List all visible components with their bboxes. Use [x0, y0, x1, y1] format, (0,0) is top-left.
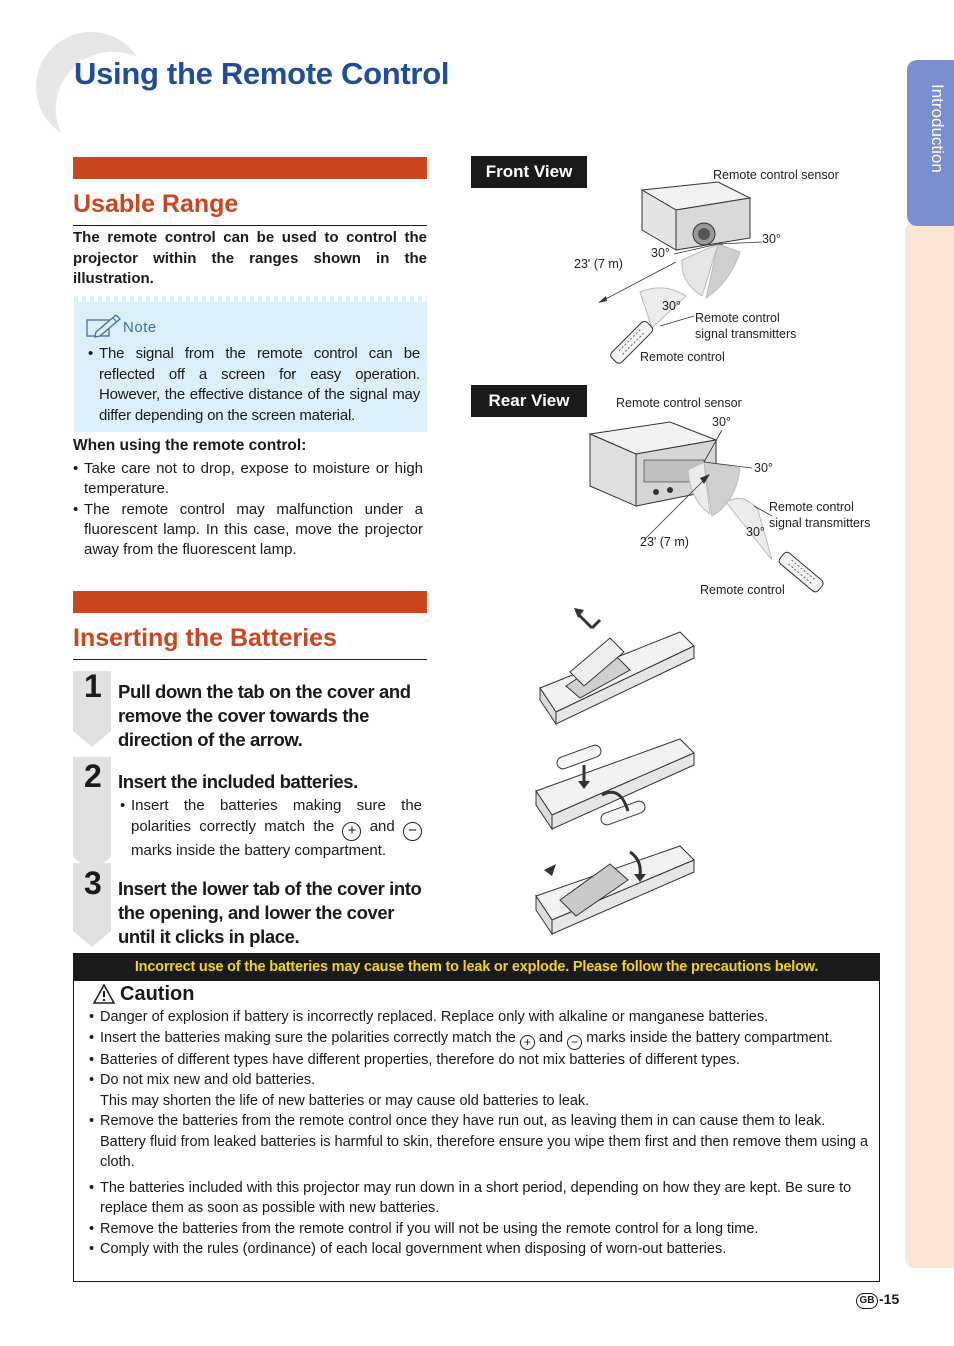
list-item: • Insert the batteries making sure the polarities correctly match the + and − marks inside the battery compartment.	[89, 1028, 869, 1050]
section-bar	[73, 157, 427, 179]
front-angle-right: 30°	[762, 232, 781, 246]
list-item: • The batteries included with this projector may run down in a short period, depending on how they are kept. Be sure to replace them as soon as possible with new batteries.	[89, 1178, 869, 1219]
step-number: 1	[84, 668, 102, 704]
region-badge: GB	[856, 1293, 878, 1309]
remove-cover-illustration	[530, 602, 710, 732]
section-rule	[73, 225, 427, 226]
list-item: • Do not mix new and old batteries. This may shorten the life of new batteries or may cause old batteries to leak.	[89, 1070, 869, 1111]
front-distance: 23' (7 m)	[574, 257, 623, 271]
list-item: • Comply with the rules (ordinance) of each local government when disposing of worn-out batteries.	[89, 1239, 869, 1260]
plus-polarity-icon: +	[342, 822, 361, 841]
front-angle-bottom: 30°	[662, 299, 681, 313]
usable-range-heading: Usable Range	[73, 190, 239, 218]
caution-title: Caution	[120, 983, 195, 1005]
front-view-label: Front View	[471, 156, 587, 188]
rear-view-label: Rear View	[471, 385, 587, 417]
replace-cover-illustration	[530, 840, 710, 940]
rear-angle-top: 30°	[712, 415, 731, 429]
front-sensor-label: Remote control sensor	[713, 168, 839, 182]
step-3-text: Insert the lower tab of the cover into the opening, and lower the cover until it clicks in place.	[118, 878, 422, 947]
note-label: Note	[123, 319, 157, 336]
rear-remote-label: Remote control	[700, 583, 785, 597]
note-text	[88, 344, 420, 426]
list-item: • Remove the batteries from the remote control once they have run out, as leaving them in can cause them to leak. Battery fluid from leaked batteries is harmful to skin, therefore ensure you wipe them first and then remove them using a cloth.	[89, 1111, 869, 1173]
section-rule	[73, 659, 427, 660]
step-2-detail: • Insert the batteries making sure the polarities correctly match the + and − marks inside the battery compartment.	[120, 796, 422, 861]
rear-transmitters-label: Remote control signal transmitters	[769, 500, 871, 530]
front-angle-left: 30°	[651, 246, 670, 260]
battery-warning-bar: Incorrect use of the batteries may cause them to leak or explode. Please follow the precautions below.	[73, 953, 880, 981]
rear-sensor-label: Remote control sensor	[616, 396, 742, 410]
step-number: 2	[84, 758, 102, 794]
rear-angle-right: 30°	[754, 461, 773, 475]
list-item: • Batteries of different types have different properties, therefore do not mix batteries of different types.	[89, 1050, 869, 1071]
list-item: • The remote control may malfunction under a fluorescent lamp. In this case, move the projector away from the fluorescent lamp.	[73, 500, 423, 561]
caution-list	[89, 1007, 869, 1260]
when-using-list	[73, 459, 423, 560]
front-transmitters-label: Remote control signal transmitters	[695, 311, 797, 341]
front-view-diagram	[590, 170, 790, 375]
side-tab-strip	[905, 222, 954, 1268]
list-item: • Take care not to drop, expose to moisture or high temperature.	[73, 459, 423, 500]
side-tab-label: Introduction	[928, 84, 947, 173]
plus-polarity-icon: +	[520, 1035, 535, 1050]
minus-polarity-icon: −	[403, 822, 422, 841]
page-title: Using the Remote Control	[74, 56, 450, 91]
list-item: • Remove the batteries from the remote control if you will not be using the remote control for a long time.	[89, 1219, 869, 1240]
note-item: • The signal from the remote control can be reflected off a screen for easy operation. However, the effective distance of the signal may differ depending on the screen material.	[88, 344, 420, 426]
pencil-note-icon	[86, 312, 122, 340]
batteries-heading: Inserting the Batteries	[73, 624, 337, 652]
rear-angle-bottom: 30°	[746, 525, 765, 539]
section-bar	[73, 591, 427, 613]
step-1-text: Pull down the tab on the cover and remove the cover towards the direction of the arrow.	[118, 681, 411, 750]
rear-distance: 23' (7 m)	[640, 535, 689, 549]
step-number: 3	[84, 865, 102, 901]
warning-triangle-icon	[93, 984, 115, 1004]
insert-batteries-illustration	[530, 735, 710, 845]
list-item: • Danger of explosion if battery is incorrectly replaced. Replace only with alkaline or manganese batteries.	[89, 1007, 869, 1028]
front-remote-label: Remote control	[640, 350, 725, 364]
usable-range-intro: The remote control can be used to control the projector within the ranges shown in the illustration.	[73, 229, 427, 287]
step-2-text: Insert the included batteries.	[118, 771, 358, 792]
page-number: GB -15	[856, 1291, 899, 1309]
minus-polarity-icon: −	[567, 1035, 582, 1050]
when-using-heading: When using the remote control:	[73, 437, 307, 454]
